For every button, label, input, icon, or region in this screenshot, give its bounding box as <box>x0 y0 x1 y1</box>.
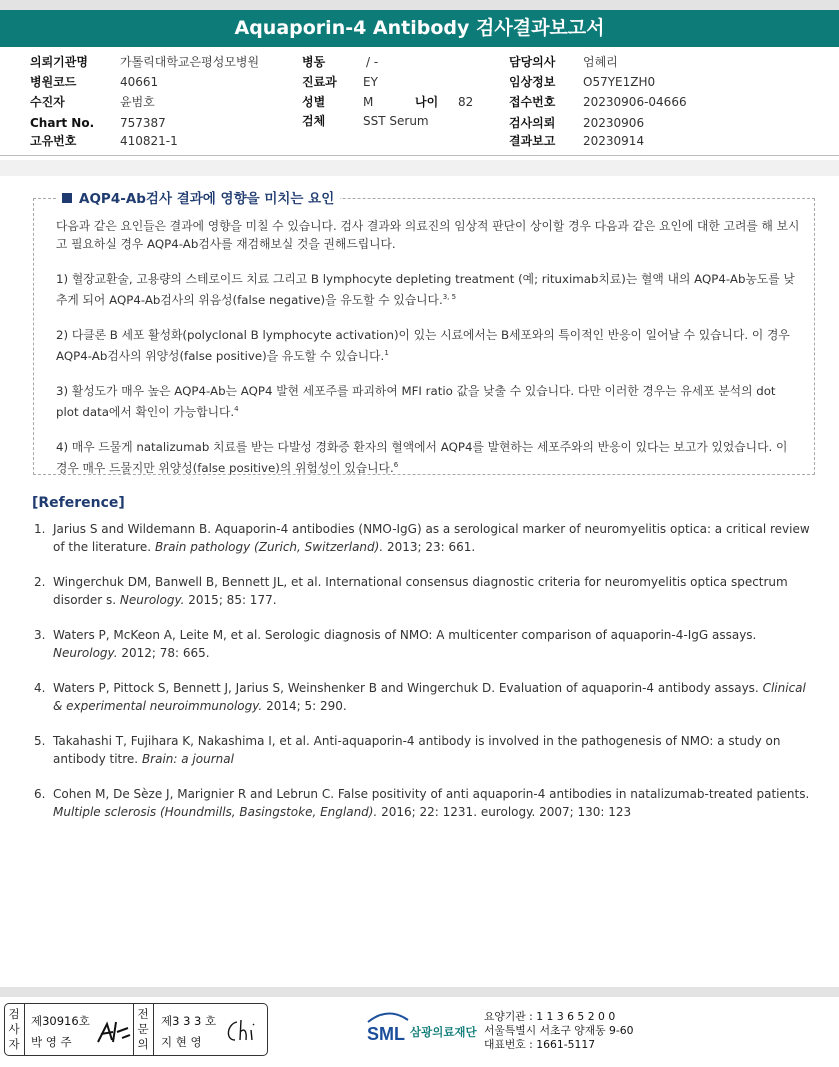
ward-label: 병동 <box>302 55 326 69</box>
doctor-label: 담당의사 <box>509 55 556 69</box>
examiner-label: 검사자 <box>8 1007 20 1051</box>
report-title: Aquaporin-4 Antibody 검사결과보고서 <box>0 10 839 47</box>
factor-item: 2) 다클론 B 세포 활성화(polyclonal B lymphocyte activation)이 있는 시료에서는 B세포와의 특이적인 반응이 일어날 수 있습니다. 이 경우 AQP4-Ab검사의 위양성(false positive)을 유도할 수 있습니다.$^1$ <box>56 327 790 363</box>
signature-box <box>4 1003 268 1056</box>
divider <box>24 1004 25 1055</box>
phone: 대표번호 : 1661-5117 <box>484 1038 596 1051</box>
specialist-license: 제3 3 3 호 <box>161 1014 217 1028</box>
reference-item: 4. Waters P, Pittock S, Bennett J, Jarius S, Weinshenker B and Wingerchuk D. Evaluation of aquaporin-4 antibody assays. Clinical & experimental neuroimmunology. 2014; 5: 290. <box>34 681 806 713</box>
specimen-label: 검체 <box>302 114 326 128</box>
institution-label: 의뢰기관명 <box>30 55 88 69</box>
examiner-signature <box>95 1018 133 1046</box>
reference-item: 5. Takahashi T, Fujihara K, Nakashima I, et al. Anti-aquaporin-4 antibody is involved in the pathogenesis of NMO: a study on antibody titre. Brain: a journal <box>34 734 781 766</box>
hospital-code-value: 40661 <box>120 75 159 89</box>
unique-no-label: 고유번호 <box>30 134 77 148</box>
factors-title <box>58 187 340 207</box>
chart-no-value: 757387 <box>120 116 166 130</box>
factor-item: 4) 매우 드물게 natalizumab 치료를 받는 다발성 경화증 환자의 혈액에서 AQP4를 발현하는 세포주와의 반응이 있다는 보고가 있었습니다. 이 경우 매우 드물지만 위양성(false positive)의 위험성이 있습니다.$^6$ <box>56 439 788 475</box>
citation-sup: 6 <box>393 460 399 469</box>
contact-info <box>484 1010 634 1052</box>
report-date-label: 결과보고 <box>509 134 556 148</box>
department-label: 진료과 <box>302 75 337 89</box>
reference-item: 1. Jarius S and Wildemann B. Aquaporin-4 antibodies (NMO-IgG) as a serological marker of neuromyelitis optica: a critical review of the literature. Brain pathology (Zurich, Switzerland). 2013; 23: 661. <box>34 522 810 554</box>
age-label: 나이 <box>415 95 439 109</box>
info-divider <box>0 155 839 156</box>
unique-no-value: 410821-1 <box>120 134 178 148</box>
square-bullet-icon <box>62 193 72 203</box>
sex-value: M <box>363 95 374 109</box>
institution-value: 가톨릭대학교은평성모병원 <box>120 55 260 69</box>
org-name: 삼광의료재단 <box>410 1025 477 1039</box>
hospital-code-label: 병원코드 <box>30 75 77 89</box>
clinical-info-value: O57YE1ZH0 <box>583 75 656 89</box>
doctor-value: 엄혜리 <box>583 55 618 69</box>
divider <box>153 1004 154 1055</box>
section-band <box>0 160 839 176</box>
factor-item: 3) 활성도가 매우 높은 AQP4-Ab는 AQP4 발현 세포주를 파괴하여 MFI ratio 값을 낮출 수 있습니다. 다만 이러한 경우는 유세포 분석의 dot plot data에서 확인이 가능합니다.$^4$ <box>56 383 776 419</box>
clinical-info-label: 임상정보 <box>509 75 556 89</box>
care-code: 요양기관 : 1 1 3 6 5 2 0 0 <box>484 1010 616 1023</box>
specialist-signature <box>223 1016 263 1046</box>
department-value: EY <box>363 75 378 89</box>
age-value: 82 <box>458 95 474 109</box>
factors-title-text: AQP4-Ab검사 결과에 영향을 미치는 요인 <box>79 191 335 207</box>
citation-sup: 4 <box>234 404 239 413</box>
reference-item: 6. Cohen M, De Sèze J, Marignier R and Lebrun C. False positivity of anti aquaporin-4 antibodies in natalizumab-treated patients. Multiple sclerosis (Houndmills, Basingstoke, England). 2016; 22: 1231. eurology. 2007; 130: 123 <box>34 787 810 819</box>
reference-item: 3. Waters P, McKeon A, Leite M, et al. Serologic diagnosis of NMO: A multicenter comparison of aquaporin-4-IgG assays. Neurology. 2012; 78: 665. <box>34 628 757 660</box>
reference-heading: [Reference] <box>32 495 125 511</box>
request-date-value: 20230906 <box>583 116 645 130</box>
sml-logo <box>366 1012 477 1052</box>
address: 서울특별시 서초구 양재동 9-60 <box>484 1024 634 1037</box>
sex-label: 성별 <box>302 95 326 109</box>
citation-sup: 1 <box>384 348 389 357</box>
examiner-license: 제30916호 <box>31 1014 90 1028</box>
receipt-no-value: 20230906-04666 <box>583 95 687 109</box>
logo-text: SML <box>367 1024 405 1044</box>
factor-item: 1) 혈장교환술, 고용량의 스테로이드 치료 그리고 B lymphocyte depleting treatment (예; rituximab치료)는 혈액 내의 AQP4-Ab농도를 낮추게 되어 AQP4-Ab검사의 위음성(false negative)을 유도할 수 있습니다.$^{3, 5}$ <box>56 272 795 307</box>
reference-list <box>34 520 819 838</box>
report-date-value: 20230914 <box>583 134 645 148</box>
reference-item: 2. Wingerchuk DM, Banwell B, Bennett JL, et al. International consensus diagnostic criteria for neuromyelitis optica spectrum disorder s. Neurology. 2015; 85: 177. <box>34 575 788 607</box>
specialist-label: 전문의 <box>137 1007 149 1051</box>
patient-label: 수진자 <box>30 95 65 109</box>
request-date-label: 검사의뢰 <box>509 116 556 130</box>
citation-sup: 3, 5 <box>442 293 457 301</box>
factors-intro: 다음과 같은 요인들은 결과에 영향을 미칠 수 있습니다. 검사 결과와 의료진의 임상적 판단이 상이할 경우 다음과 같은 요인에 대한 고려를 해 보시고 필요하실 경우 AQP4-Ab검사를 재검해보실 것을 권해드립니다. <box>56 219 800 251</box>
patient-value: 윤범호 <box>120 95 155 109</box>
sml-logo-icon <box>366 1012 410 1048</box>
ward-value: / - <box>366 55 379 69</box>
specimen-value: SST Serum <box>363 114 429 128</box>
divider <box>133 1004 134 1055</box>
factors-body <box>56 217 801 494</box>
patient-info <box>30 53 820 153</box>
chart-no-label: Chart No. <box>30 116 95 130</box>
top-strip <box>0 0 839 10</box>
specialist-name: 지 현 영 <box>161 1035 202 1049</box>
examiner-name: 박 영 주 <box>31 1035 72 1049</box>
receipt-no-label: 접수번호 <box>509 95 556 109</box>
footer-band <box>0 987 839 997</box>
